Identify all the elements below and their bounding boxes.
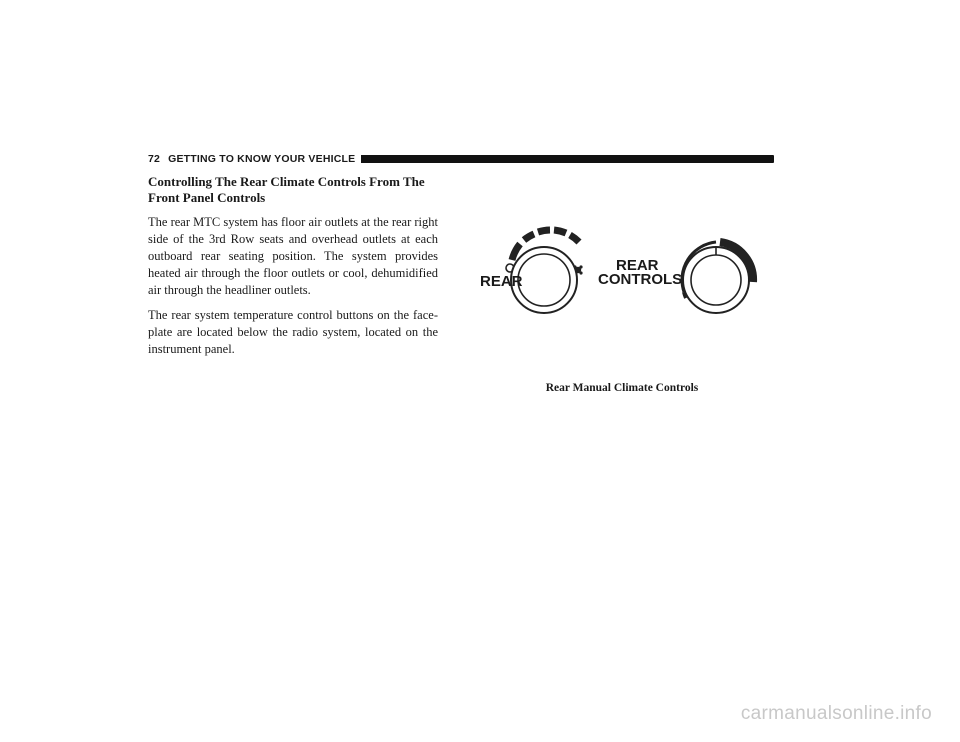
section-title: GETTING TO KNOW YOUR VEHICLE [168,153,356,165]
label-rear: REAR [480,273,523,290]
watermark: carmanualsonline.info [740,703,932,724]
climate-controls-illustration [470,220,774,348]
rotary-knob-icon[interactable] [683,247,749,313]
subheading: Controlling The Rear Climate Controls From The Front Panel Controls [148,174,425,205]
header-rule [361,155,774,163]
paragraph: The rear MTC system has floor air outlets at the rear right side of the 3rd Row seats and overhead outlets at each outboard rear seating position. The system provides heated air through the floor outlets or cool, dehumidified air through the headliner outlets. [148,215,438,297]
paragraph: The rear system temperature control buttons on the face-plate are located below the radio system, located on the instrument panel. [148,308,438,356]
figure-caption: Rear Manual Climate Controls [545,382,699,394]
label-rear-controls-line1: REAR [616,257,659,274]
body-text-column [148,174,438,366]
running-head [148,152,774,166]
rear-climate-controls-figure [470,220,774,348]
label-rear-controls-line2: CONTROLS [598,271,683,288]
page-number: 72 [148,153,161,165]
